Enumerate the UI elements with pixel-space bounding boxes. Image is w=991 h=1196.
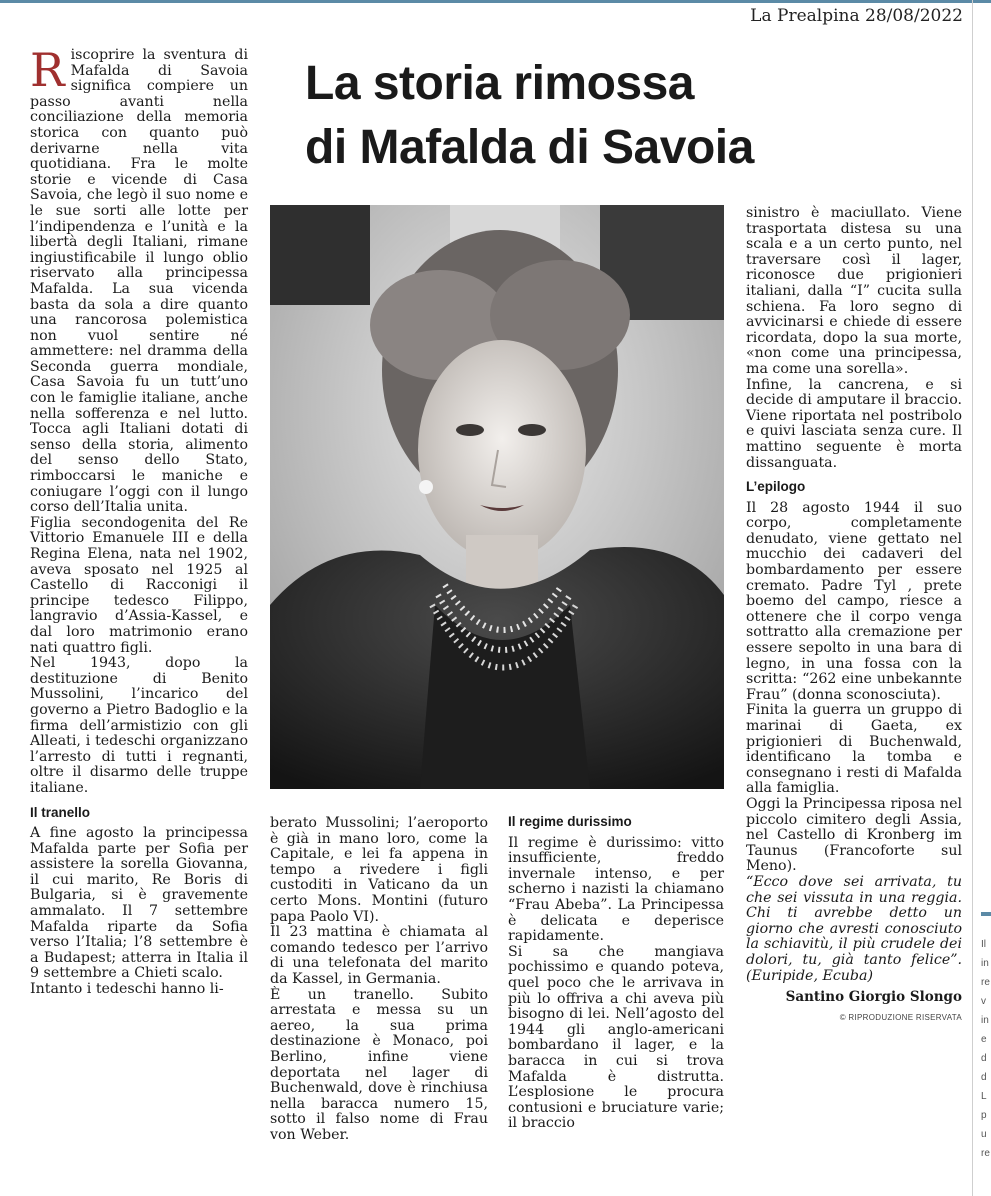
headline (305, 52, 754, 180)
masthead: La Prealpina 28/08/2022 (750, 6, 963, 26)
paragraph: Si sa che mangiava pochissimo e quando poteva, quel poco che le arrivava in più lo offriva a chi aveva più bisogno di lei. Nell’agosto del 1944 gli anglo-americani bombardano il lager, e la baracca in cui si trova Mafalda è distrutta. L’esplosione le procura contusioni e bruciature varie; il braccio (508, 943, 724, 1132)
paragraph: Oggi la Principessa riposa nel piccolo cimitero degli Assia, nel Castello di Kronberg im Taunus (Francoforte sul Meno). (746, 795, 962, 875)
paragraph: È un tranello. Subito arrestata e messa su un aereo, la sua prima destinazione è Monaco, poi Berlino, infine viene deportata nel lager di Buchenwald, dove è rinchiusa nella baracca numero 15, sotto il falso nome di Frau von Weber. (270, 986, 488, 1143)
byline: Santino Giorgio Slongo (785, 989, 962, 1006)
adjacent-article-rule (981, 912, 991, 916)
paragraph: A fine agosto la principessa Mafalda parte per Sofia per assistere la sorella Giovanna, il cui marito, Re Boris di Bulgaria, si è gravemente ammalato. Il 7 settembre Mafalda riparte da Sofia verso l’Italia; l’8 settembre è a Budapest; atterra in Italia il 9 settembre a Chieti scalo. (30, 825, 248, 982)
paragraph: Figlia secondogenita del Re Vittorio Emanuele III e della Regina Elena, nata nel 1902, aveva sposato nel 1925 al Castello di Racconigi il principe tedesco Filippo, langravio d’Assia-Kassel, e dal loro matrimonio erano nati quattro figli. (30, 514, 248, 656)
portrait-photo (270, 205, 724, 789)
paragraph: Riscoprire la sventura di Mafalda di Savoia significa compiere un passo avanti nella conciliazione della memoria storica con quanto può derivarne nella vita quotidiana. Fra le molte storie e vicende di Casa Savoia, che legò il suo nome e le sue sorti alle lotte per l’indipendenza e l’unità e la libertà degli Italiani, rimane ingiustificabile il lungo oblio riservato alla principessa Mafalda. La sua vicenda basta da sola a dire quanto una rancorosa polemistica non vuol sentire né ammettere: nel dramma della Seconda guerra mondiale, Casa Savoia fu un tutt’uno con le famiglie italiane, anche nella sofferenza e nel lutto. Tocca agli Italiani dotati di senso della storia, alimento del senso dello Stato, rimboccarsi le maniche e coniugare l’oggi con il lungo corso dell’Italia unita. (30, 43, 248, 516)
paragraph: Il 23 mattina è chiamata al comando tedesco per l’arrivo di una telefonata del marito da Kassel, in Germania. (270, 924, 488, 987)
article-column-3 (508, 806, 724, 1132)
paragraph: Finita la guerra un gruppo di marinai di Gaeta, ex prigionieri di Buchenwald, identificano la tomba e consegnano i resti di Mafalda alla famiglia. (746, 702, 962, 797)
paragraph: Il 28 agosto 1944 il suo corpo, completamente denudato, viene gettato nel mucchio dei cadaveri del bombardamento per essere cremato. Padre Tyl , prete boemo del campo, riesce a ottenere che il corpo venga sottratto alla cremazione per essere sepolto in una bara di legno, in una fossa con la scritta: “262 eine unbekannte Frau” (donna sconosciuta). (746, 499, 962, 703)
article-column-4 (746, 206, 962, 1025)
headline-line-2: di Mafalda di Savoia (305, 121, 754, 174)
article-column-2 (270, 816, 488, 1143)
subheading-tranello: Il tranello (30, 804, 91, 820)
paragraph: berato Mussolini; l’aeroporto è già in mano loro, come la Capitale, e lei fa appena in tempo a rivedere i figli custoditi in Vaticano da un certo Mons. Montini (futuro papa Paolo VI). (270, 815, 488, 925)
closing-quote: “Ecco dove sei arrivata, tu che sei vissuta in una reggia. Chi ti avrebbe detto un giorno che avresti conosciuto la schiavitù, il più crudele dei dolori, tu, già tanto felice”. (Euripide, Ecuba) (746, 873, 962, 984)
paragraph: Infine, la cancrena, e si decide di amputare il braccio. Viene riportata nel postribolo e quivi lasciata senza cure. Il mattino seguente è morta dissanguata. (746, 376, 962, 471)
headline-line-1: La storia rimossa (305, 57, 694, 110)
drop-cap: R (30, 43, 65, 97)
paragraph: sinistro è maciullato. Viene trasportata distesa su una scala e a un certo punto, nel traversare così il lager, riconosce due prigionieri italiani, dalla “I” cucita sulla schiena. Fa loro segno di avvicinarsi e chiede di essere ricordata, dopo la sua morte, «non come una principessa, ma come una sorella». (746, 205, 962, 377)
paragraph: Nel 1943, dopo la destituzione di Benito Mussolini, l’incarico del governo a Pietro Badoglio e la firma dell’armistizio con gli Alleati, i tedeschi organizzano l’arresto di tutti i regnanti, oltre il disarmo delle truppe italiane. (30, 655, 248, 796)
article-column-1 (30, 43, 248, 998)
copyright-note: © RIPRODUZIONE RISERVATA (839, 1012, 962, 1022)
top-rule (0, 0, 991, 3)
subheading-epilogo: L’epilogo (746, 479, 806, 495)
paragraph: Intanto i tedeschi hanno li- (30, 981, 224, 998)
adjacent-article-fragment: Il in re v in e d d L p u re (981, 939, 990, 1159)
subheading-regime: Il regime durissimo (508, 814, 632, 829)
paragraph: Il regime è durissimo: vitto insufficiente, freddo invernale intenso, e per scherno i nazisti la chiamano “Frau Abeba”. La Principessa è delicata e deperisce rapidamente. (508, 834, 724, 945)
right-column-divider (972, 0, 973, 1196)
